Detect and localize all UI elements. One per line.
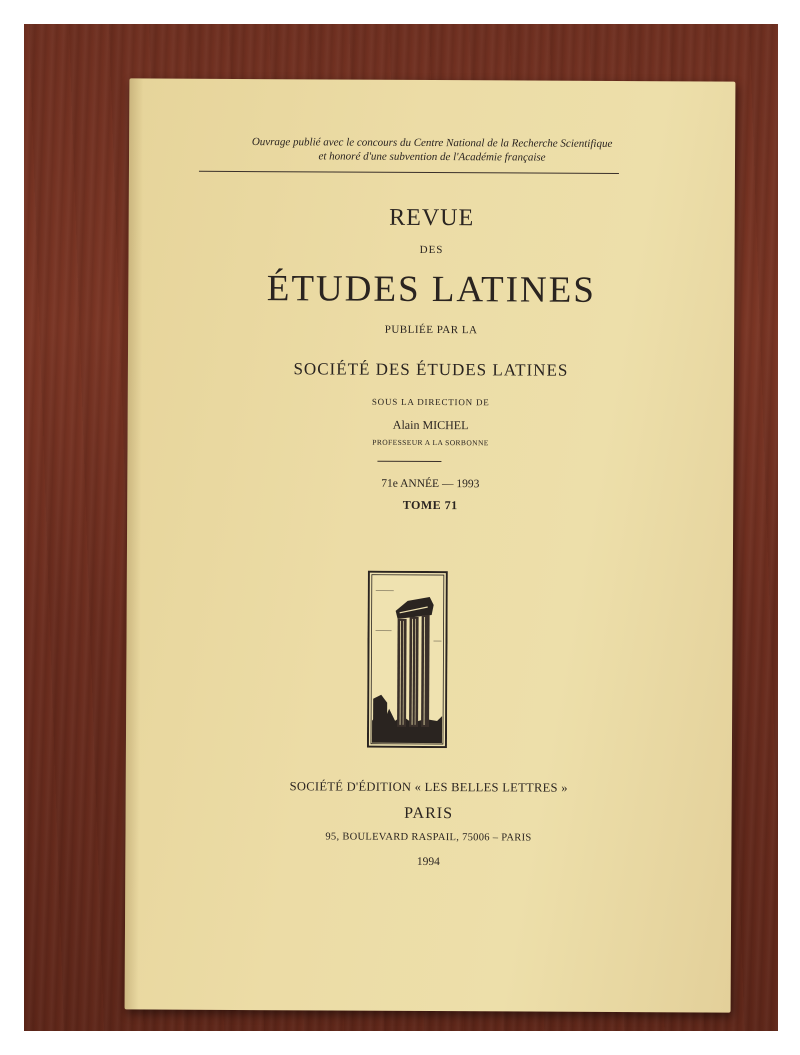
director-name: Alain MICHEL (392, 417, 469, 433)
title-etudes-latines: ÉTUDES LATINES (266, 268, 597, 311)
publisher-address: 95, BOULEVARD RASPAIL, 75006 – PARIS (325, 831, 532, 844)
tome-number: TOME 71 (402, 497, 458, 513)
volume-year: 71e ANNÉE — 1993 (381, 477, 480, 491)
funding-notice-line-1: Ouvrage publié avec le concours du Centre National de la Recherche Scientifique (251, 136, 613, 150)
funding-notice (129, 134, 735, 165)
funding-notice-line-2: et honoré d'une subvention de l'Académie française (318, 150, 546, 164)
middle-divider (377, 461, 441, 462)
director-title: PROFESSEUR A LA SORBONNE (372, 437, 489, 448)
ruins-columns-vignette (367, 571, 448, 748)
publisher-name: SOCIÉTÉ D'ÉDITION « LES BELLES LETTRES » (289, 779, 568, 795)
direction-label: SOUS LA DIRECTION DE (371, 396, 490, 408)
title-des: DES (419, 243, 444, 257)
title-revue: REVUE (389, 204, 475, 232)
book-cover (125, 78, 736, 1012)
publication-year: 1994 (416, 855, 440, 869)
wood-table-background (24, 24, 778, 1031)
society-name: SOCIÉTÉ DES ÉTUDES LATINES (293, 359, 569, 380)
publisher-city: PARIS (404, 804, 454, 823)
published-by: PUBLIÉE PAR LA (384, 323, 478, 337)
top-divider (199, 171, 619, 174)
